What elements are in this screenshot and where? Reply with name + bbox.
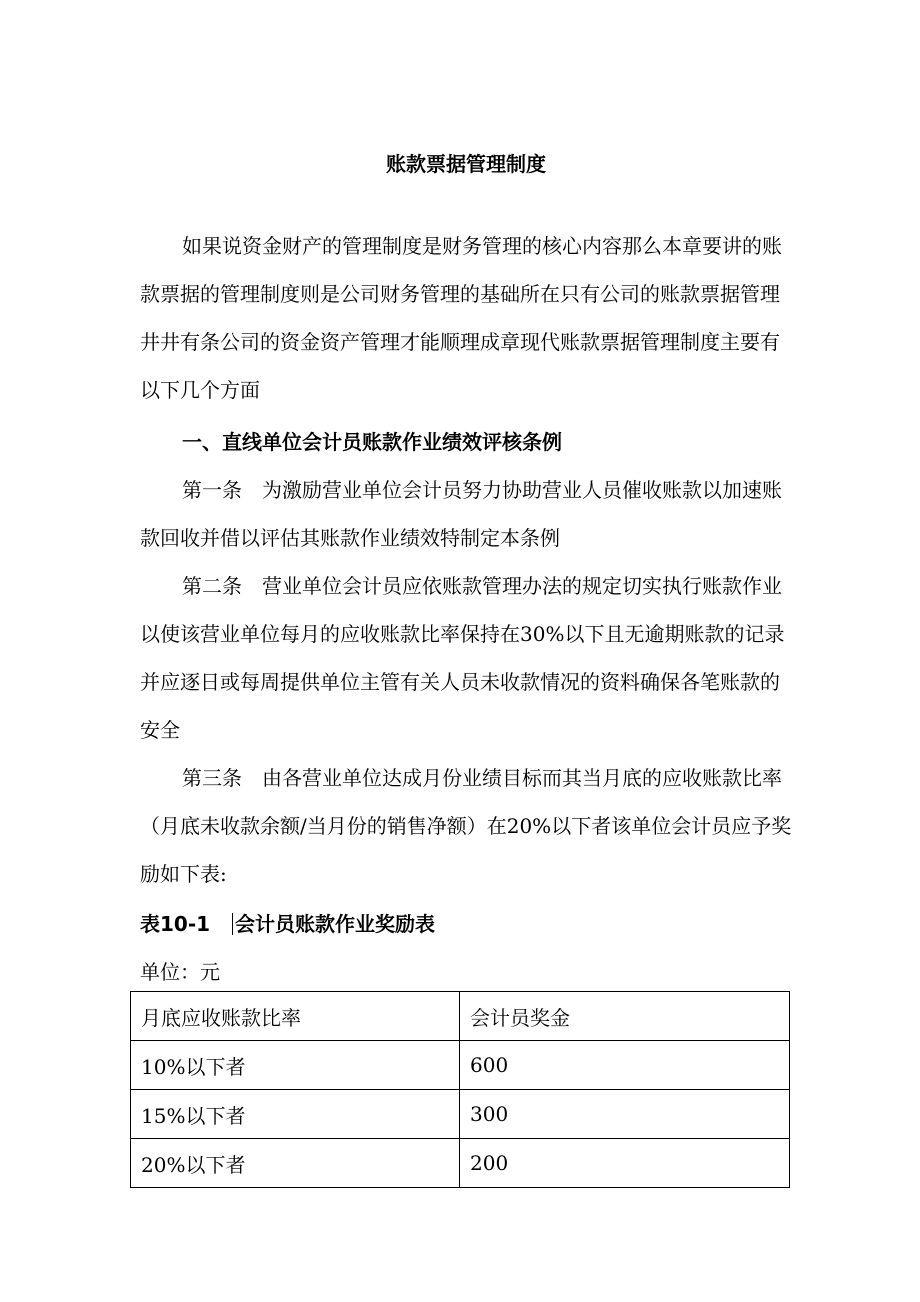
table-caption-number: 表10-1 — [140, 912, 211, 936]
table-caption-title: 会计员账款作业奖励表 — [235, 912, 435, 936]
cell-ratio: 20%以下者 — [131, 1139, 460, 1188]
article-2: 第二条 营业单位会计员应依账款管理办法的规定切实执行账款作业以使该营业单位每月的应收账款比率保持在30%以下且无逾期账款的记录并应逐日或每周提供单位主管有关人员未收款情况的资料确保各笔账款的安全 — [140, 574, 785, 742]
table-row — [131, 1090, 790, 1139]
table-row — [131, 1139, 790, 1188]
article-3: 第三条 由各营业单位达成月份业绩目标而其当月底的应收账款比率（月底未收款余额/当月份的销售净额）在20%以下者该单位会计员应予奖励如下表: — [140, 766, 792, 886]
cell-bonus: 600 — [460, 1041, 790, 1090]
header-ratio: 月底应收账款比率 — [131, 992, 460, 1041]
table-caption — [140, 900, 435, 948]
cell-ratio: 10%以下者 — [131, 1041, 460, 1090]
table-header-row — [131, 992, 790, 1041]
cell-bonus: 200 — [460, 1139, 790, 1188]
intro-paragraph: 如果说资金财产的管理制度是财务管理的核心内容那么本章要讲的账款票据的管理制度则是公司财务管理的基础所在只有公司的账款票据管理井井有条公司的资金资产管理才能顺理成章现代账款票据管理制度主要有以下几个方面 — [140, 234, 782, 402]
table-unit: 单位：元 — [140, 960, 220, 984]
cell-bonus: 300 — [460, 1090, 790, 1139]
header-bonus: 会计员奖金 — [460, 992, 790, 1041]
cell-ratio: 15%以下者 — [131, 1090, 460, 1139]
reward-table — [130, 991, 790, 1188]
document-title: 账款票据管理制度 — [386, 152, 546, 176]
caption-divider — [232, 913, 233, 935]
section-heading: 一、直线单位会计员账款作业绩效评核条例 — [182, 430, 562, 454]
table-row — [131, 1041, 790, 1090]
article-1: 第一条 为激励营业单位会计员努力协助营业人员催收账款以加速账款回收并借以评估其账款作业绩效特制定本条例 — [140, 478, 782, 550]
